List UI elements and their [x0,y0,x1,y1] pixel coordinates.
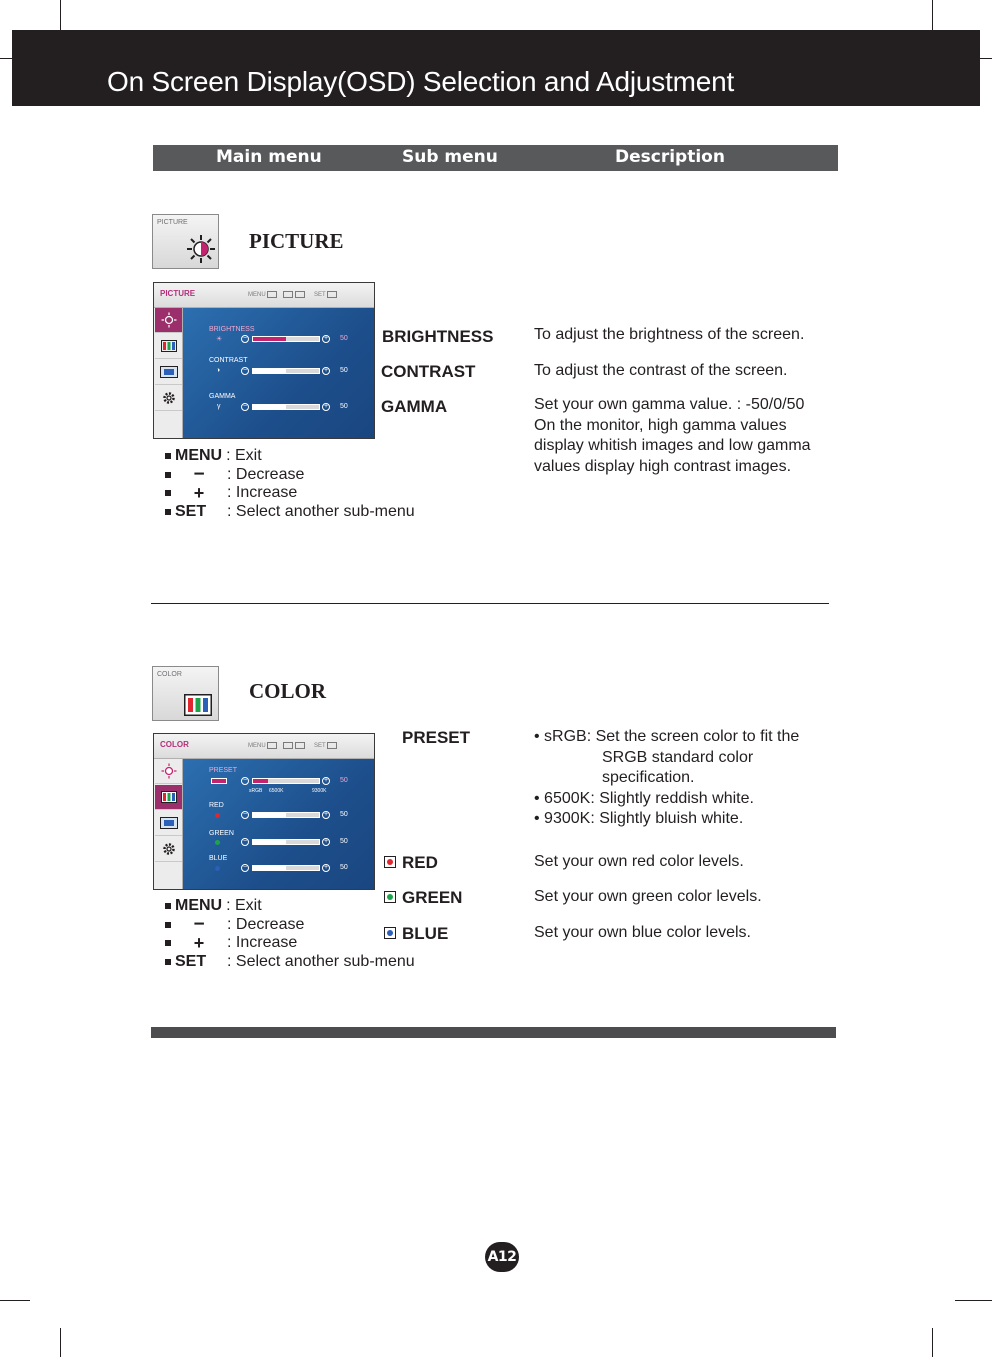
legend-item [165,446,262,466]
color-icon-caption: COLOR [157,671,182,678]
submenu-brightness: BRIGHTNESS [382,327,494,346]
submenu-red: RED [402,853,438,872]
picture-osd-screenshot [153,282,375,439]
desc-gamma [534,395,811,477]
desc-line: • 9300K: Slightly bluish white. [534,810,744,827]
submenu-gamma: GAMMA [381,397,448,416]
desc-contrast: To adjust the contrast of the screen. [534,362,788,379]
legend-item [165,502,415,522]
legend-key: SET [175,953,207,970]
crop-mark [60,1328,61,1357]
osd-side-tabs [154,759,183,890]
crop-mark [932,0,933,30]
osd-key-menu: MENU [248,292,266,299]
legend-text: : Increase [227,934,298,951]
osd-minus-button: − [242,864,248,871]
desc-brightness: To adjust the brightness of the screen. [534,326,805,343]
osd-value: 50 [340,864,348,871]
osd-value: 50 [340,367,348,374]
green-square-icon [384,891,396,903]
picture-icon-caption: PICTURE [157,219,188,226]
color-bars-icon [161,791,177,803]
desc-blue: Set your own blue color levels. [534,924,751,941]
osd-value: 50 [340,838,348,845]
osd-minus-button: − [242,811,248,818]
blue-dot-icon [215,866,220,871]
osd-tick-label: 9300K [312,788,327,794]
osd-tab-picture [155,308,182,333]
desc-preset [534,727,799,830]
osd-key-hints [248,742,338,749]
column-description: Description [615,147,725,167]
desc-line: • 6500K: Slightly reddish white. [534,789,754,807]
osd-tab-setup [155,386,182,411]
osd-slider [252,368,320,374]
osd-slider-fill [253,779,268,783]
osd-slider [252,778,320,784]
desc-line: display whitish images and low gamma [534,437,811,454]
osd-label-contrast: CONTRAST [209,357,248,364]
image-position-icon [160,817,178,829]
osd-plus-button: + [323,811,329,818]
red-square-icon [384,856,396,868]
desc-red: Set your own red color levels. [534,853,744,870]
desc-line: values display high contrast images. [534,457,792,475]
gear-icon [162,391,176,405]
legend-item [165,483,297,503]
legend-text: : Decrease [227,466,305,483]
sun-icon [161,312,177,328]
osd-label-blue: BLUE [209,855,228,862]
osd-tick-label: sRGB [249,788,263,794]
page-number: A12 [485,1242,519,1272]
osd-label-red: RED [209,802,224,809]
desc-green: Set your own green color levels. [534,888,762,905]
osd-tab-picture [155,759,182,784]
crop-mark [0,1300,30,1301]
osd-tick-label: 6500K [269,788,284,794]
legend-key: − [193,464,205,485]
submenu-contrast: CONTRAST [381,362,476,381]
osd-panel [183,308,374,439]
submenu-blue: BLUE [402,924,449,943]
osd-slider-fill [253,337,286,341]
brightness-icon [186,234,216,264]
osd-panel [183,759,374,890]
osd-value: 50 [340,335,348,342]
osd-plus-button: + [323,403,329,410]
legend-item [165,933,297,953]
osd-tab-color [155,334,182,359]
osd-slider-fill [253,369,286,373]
osd-plus-button: + [323,838,329,845]
color-bars-icon [161,340,177,352]
osd-tab-setup [155,837,182,862]
image-position-icon [160,366,178,378]
osd-slider [252,839,320,845]
osd-minus-button: − [242,403,248,410]
osd-key-menu: MENU [248,743,266,750]
picture-menu-icon [152,214,219,269]
osd-tab-tracking [155,811,182,836]
column-sub-menu: Sub menu [402,147,498,167]
legend-text: : Select another sub-menu [227,953,415,970]
contrast-small-icon: ◑ [216,367,221,374]
osd-value: 50 [340,403,348,410]
legend-key: + [193,482,205,503]
osd-plus-button: + [323,367,329,374]
color-section-title: COLOR [249,679,327,703]
desc-line: On the monitor, high gamma values [534,416,787,434]
osd-minus-button: − [242,777,248,784]
legend-key: + [193,932,205,953]
section-divider [151,603,829,604]
sun-icon [161,763,177,779]
gear-icon [162,842,176,856]
osd-plus-button: + [323,777,329,784]
osd-title: PICTURE [160,289,196,298]
osd-top-bar [154,283,374,308]
color-menu-icon [152,666,219,721]
red-dot-icon [215,813,220,818]
legend-key: MENU [175,447,223,464]
osd-slider [252,336,320,342]
osd-value: 50 [340,777,348,784]
picture-section-title: PICTURE [249,229,344,253]
blue-square-icon [384,927,396,939]
osd-label-gamma: GAMMA [209,393,236,400]
color-bars-icon [184,694,212,716]
page-title: On Screen Display(OSD) Selection and Adjustment [107,66,735,97]
osd-top-bar [154,734,374,759]
submenu-green: GREEN [402,888,463,907]
legend-key: SET [175,503,207,520]
crop-mark [955,1300,992,1301]
crop-mark [0,58,12,59]
crop-mark [60,0,61,30]
osd-label-brightness: BRIGHTNESS [209,326,255,333]
osd-slider-fill [253,840,286,844]
osd-slider [252,404,320,410]
osd-key-set: SET [314,292,326,299]
legend-key: − [193,914,205,935]
legend-text: : Increase [227,484,298,501]
osd-preset-swatch [211,778,227,784]
column-main-menu: Main menu [216,147,322,167]
sun-small-icon: ☀ [216,336,223,343]
osd-slider [252,812,320,818]
osd-minus-button: − [242,367,248,374]
section-end-bar [151,1027,836,1038]
osd-slider-fill [253,866,286,870]
osd-side-tabs [154,308,183,439]
osd-tab-color [155,785,182,810]
legend-key: MENU [175,897,223,914]
desc-line: Set your own gamma value. : -50/0/50 [534,396,805,413]
osd-plus-button: + [323,864,329,871]
legend-item [165,896,262,916]
desc-line: • sRGB: Set the screen color to fit the [534,728,800,745]
submenu-preset: PRESET [402,728,471,747]
osd-plus-button: + [323,335,329,342]
osd-label-green: GREEN [209,830,234,837]
osd-key-set: SET [314,743,326,750]
osd-key-hints [248,291,338,298]
osd-slider-fill [253,813,286,817]
osd-slider [252,865,320,871]
osd-slider-fill [253,405,286,409]
crop-mark [980,58,992,59]
osd-tab-tracking [155,360,182,385]
osd-title: COLOR [160,740,189,749]
legend-text: : Exit [226,447,262,464]
osd-label-preset: PRESET [209,767,238,774]
gamma-small-icon: γ [217,403,221,410]
desc-line: SRGB standard color [602,748,754,766]
legend-text: : Select another sub-menu [227,503,415,520]
legend-text: : Decrease [227,916,305,933]
legend-item [165,952,415,972]
osd-minus-button: − [242,335,248,342]
green-dot-icon [215,840,220,845]
crop-mark [932,1328,933,1357]
osd-minus-button: − [242,838,248,845]
legend-text: : Exit [226,897,262,914]
desc-line: specification. [602,769,695,786]
osd-value: 50 [340,811,348,818]
color-osd-screenshot [153,733,375,890]
